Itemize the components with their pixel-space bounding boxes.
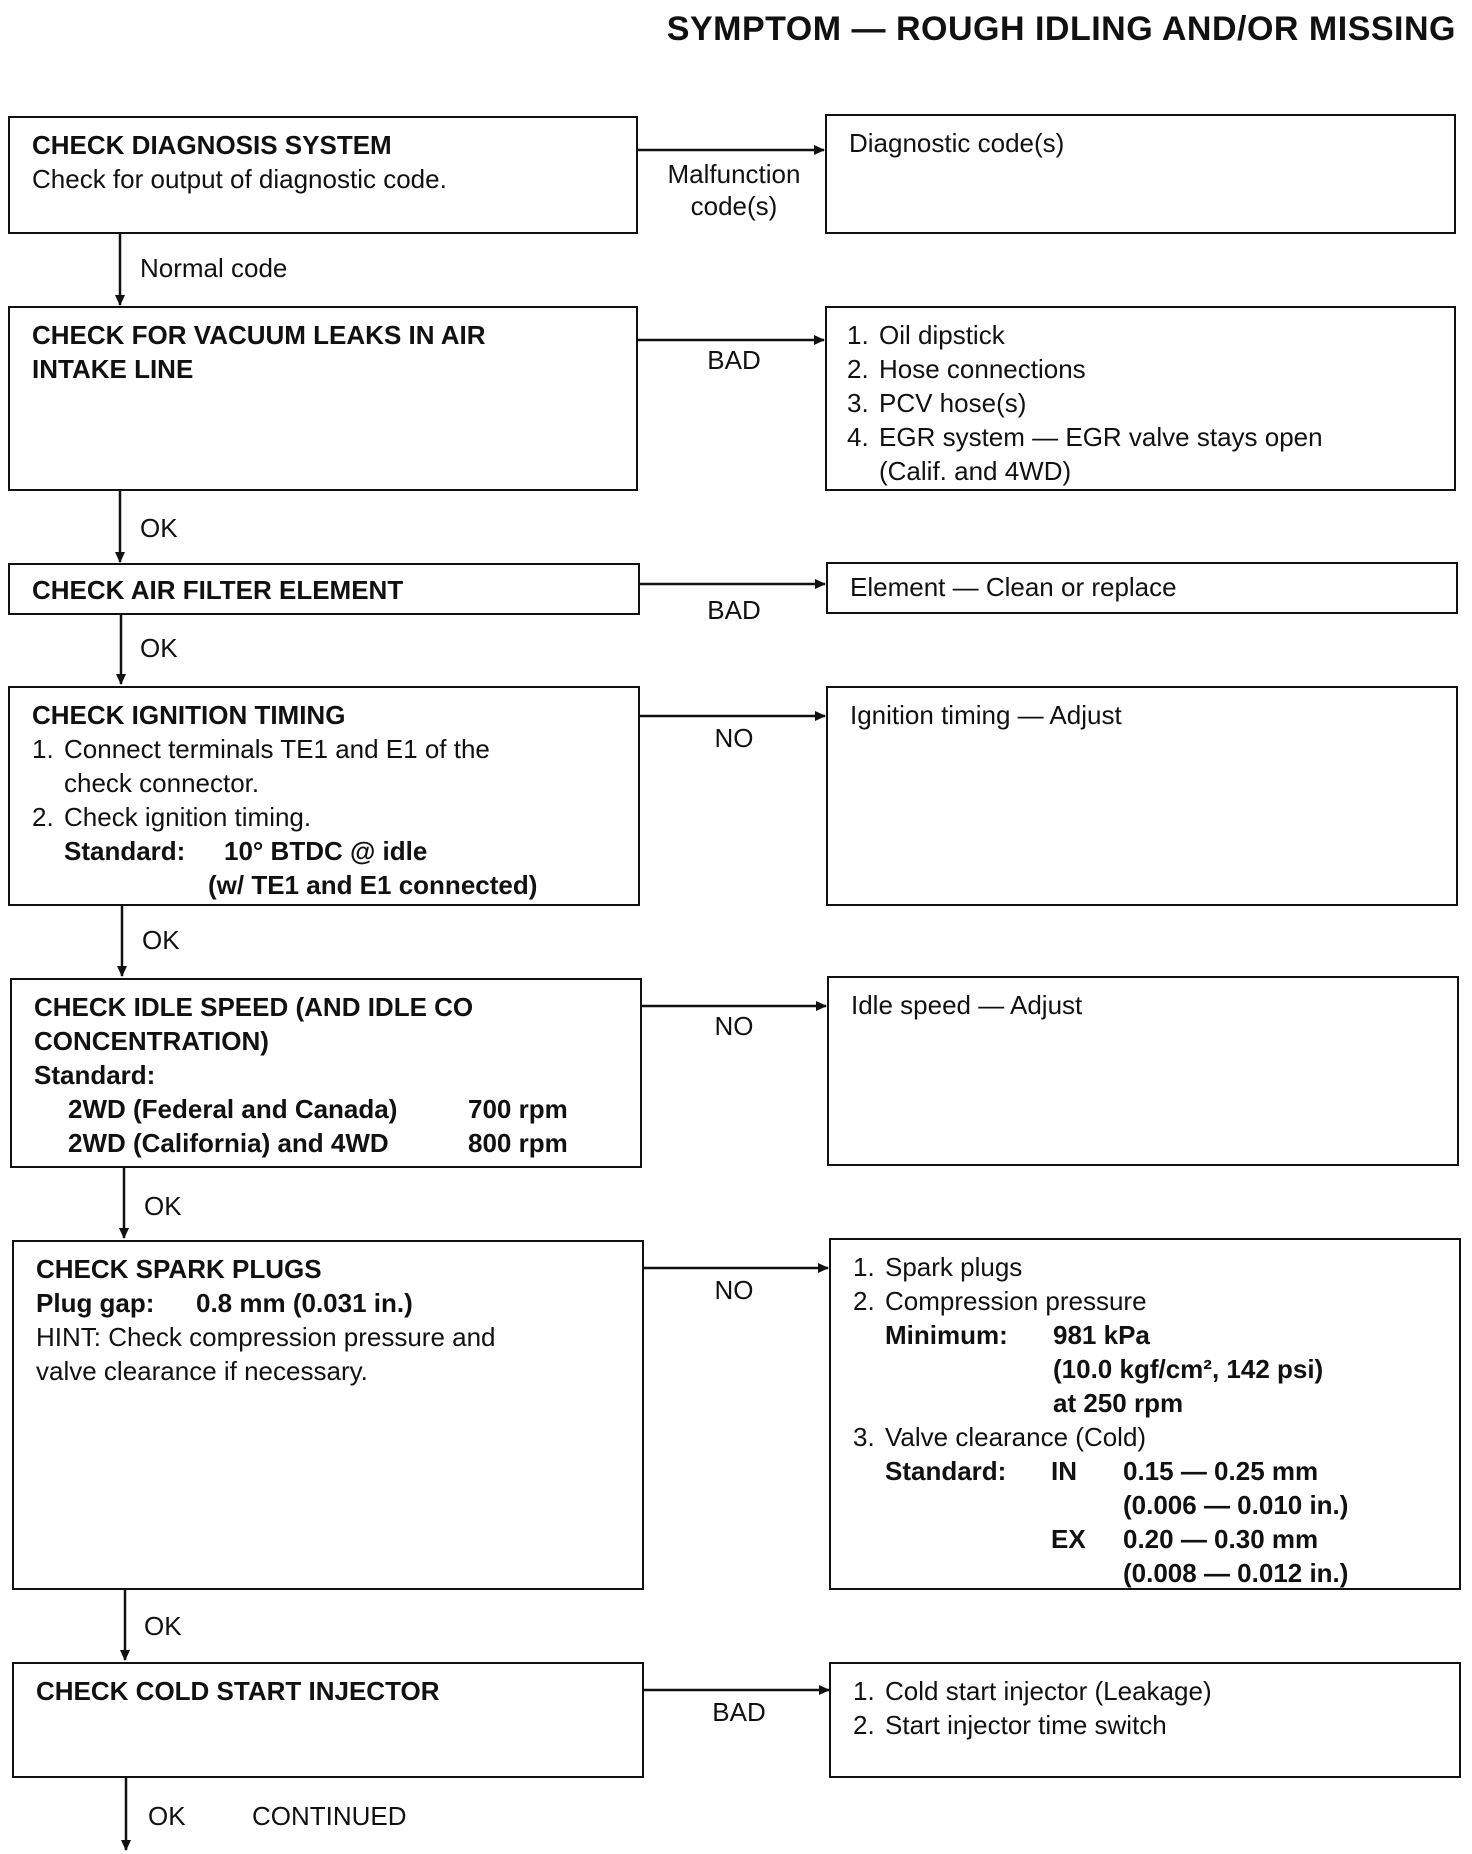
down-label: OK <box>140 513 178 543</box>
step-text: Connect terminals TE1 and E1 of the <box>64 734 490 764</box>
exhaust-value: 0.20 — 0.30 mm <box>1123 1524 1319 1554</box>
item-number: 3. <box>847 388 869 418</box>
hint-text: HINT: Check compression pressure and <box>36 1322 496 1352</box>
plug-gap-value: 0.8 mm (0.031 in.) <box>196 1288 413 1318</box>
result-item <box>853 1284 1437 1318</box>
result-item <box>853 1708 1437 1742</box>
minimum-value: (10.0 kgf/cm², 142 psi) <box>1053 1354 1324 1384</box>
result-text: Start injector time switch <box>885 1710 1167 1740</box>
result-text: PCV hose(s) <box>879 388 1027 418</box>
standard-note: (w/ TE1 and E1 connected) <box>208 870 538 900</box>
result-text: Spark plugs <box>885 1252 1023 1282</box>
branch-label-line: Malfunction <box>667 159 801 189</box>
standard-label: Standard: <box>34 1060 156 1090</box>
branch-label: NO <box>714 1275 754 1305</box>
item-number: 1. <box>32 734 54 764</box>
step-item <box>32 732 616 766</box>
result-text: EGR system — EGR valve stays open <box>879 422 1323 452</box>
check-spark-plugs-box <box>12 1240 644 1590</box>
minimum-label: Minimum: <box>885 1320 1008 1350</box>
ignition-timing-result-box <box>826 686 1458 906</box>
item-number: 2. <box>853 1286 875 1316</box>
step-item <box>32 800 616 834</box>
result-text: (Calif. and 4WD) <box>879 456 1072 486</box>
step-heading: CHECK FOR VACUUM LEAKS IN AIR <box>32 320 486 350</box>
step-text: check connector. <box>64 768 260 798</box>
result-text: Diagnostic code(s) <box>849 128 1065 158</box>
idle-row <box>34 1126 618 1160</box>
vacuum-leak-results-box <box>825 306 1456 491</box>
standard-label: Standard: <box>64 836 186 866</box>
result-text: Oil dipstick <box>879 320 1005 350</box>
result-item <box>847 352 1432 386</box>
result-item <box>853 1420 1437 1454</box>
check-vacuum-leaks-box <box>8 306 638 491</box>
check-idle-speed-box <box>10 978 642 1168</box>
item-number: 1. <box>853 1252 875 1282</box>
step-heading: CHECK COLD START INJECTOR <box>36 1676 440 1706</box>
result-text: Cold start injector (Leakage) <box>885 1676 1212 1706</box>
result-item <box>853 1250 1437 1284</box>
down-label: OK <box>144 1191 182 1221</box>
result-text: Ignition timing — Adjust <box>850 700 1122 730</box>
result-item <box>853 1674 1437 1708</box>
idle-value: 700 rpm <box>468 1094 568 1124</box>
idle-value: 800 rpm <box>468 1128 568 1158</box>
check-air-filter-box <box>8 563 640 615</box>
exhaust-value: (0.008 — 0.012 in.) <box>1123 1558 1349 1588</box>
idle-condition: 2WD (California) and 4WD <box>68 1128 389 1158</box>
step-text: Check ignition timing. <box>64 802 312 832</box>
down-label: OK <box>142 925 180 955</box>
branch-label <box>650 158 818 222</box>
item-number: 4. <box>847 422 869 452</box>
item-number: 1. <box>847 320 869 350</box>
standard-label: Standard: <box>885 1456 1007 1486</box>
idle-row <box>34 1092 618 1126</box>
idle-condition: 2WD (Federal and Canada) <box>68 1094 398 1124</box>
step-heading: CHECK IGNITION TIMING <box>32 700 346 730</box>
plug-gap-row <box>36 1286 620 1320</box>
branch-label: BAD <box>712 1697 766 1727</box>
result-text: Element — Clean or replace <box>850 572 1177 602</box>
down-label: OK <box>144 1611 182 1641</box>
result-item <box>847 386 1432 420</box>
minimum-row <box>853 1318 1437 1352</box>
item-number: 2. <box>32 802 54 832</box>
air-filter-result-box <box>826 562 1458 614</box>
result-text: Valve clearance (Cold) <box>885 1422 1147 1452</box>
minimum-value: at 250 rpm <box>1053 1388 1184 1418</box>
clearance-row <box>853 1522 1437 1556</box>
item-number: 2. <box>847 354 869 384</box>
cold-start-results-box <box>829 1662 1461 1778</box>
check-ignition-timing-box <box>8 686 640 906</box>
continued-label: CONTINUED <box>252 1801 407 1831</box>
down-label: Normal code <box>140 253 288 283</box>
step-heading: CHECK IDLE SPEED (AND IDLE CO <box>34 992 474 1022</box>
spark-plugs-results-box <box>829 1238 1461 1590</box>
result-item <box>847 318 1432 352</box>
intake-label: IN <box>1051 1456 1077 1486</box>
step-heading: CONCENTRATION) <box>34 1026 269 1056</box>
item-number: 1. <box>853 1676 875 1706</box>
exhaust-label: EX <box>1051 1524 1086 1554</box>
down-label: OK <box>140 633 178 663</box>
result-item <box>847 420 1432 454</box>
branch-label: BAD <box>707 595 761 625</box>
standard-value: 10° BTDC @ idle <box>224 836 428 866</box>
hint-text: valve clearance if necessary. <box>36 1356 368 1386</box>
check-diagnosis-system-box <box>8 116 638 234</box>
standard-row <box>32 834 616 868</box>
diagnostic-codes-result-box <box>825 114 1456 234</box>
step-heading: INTAKE LINE <box>32 354 194 384</box>
branch-label: NO <box>714 723 754 753</box>
minimum-value: 981 kPa <box>1053 1320 1150 1350</box>
item-number: 2. <box>853 1710 875 1740</box>
intake-value: (0.006 — 0.010 in.) <box>1123 1490 1349 1520</box>
result-text: Hose connections <box>879 354 1086 384</box>
check-cold-start-injector-box <box>12 1662 644 1778</box>
idle-speed-result-box <box>827 976 1459 1166</box>
branch-label: NO <box>714 1011 754 1041</box>
step-heading: CHECK SPARK PLUGS <box>36 1254 322 1284</box>
page-title: SYMPTOM — ROUGH IDLING AND/OR MISSING <box>666 10 1456 48</box>
branch-label-line: code(s) <box>690 191 778 221</box>
step-text: Check for output of diagnostic code. <box>32 164 447 194</box>
clearance-row <box>853 1454 1437 1488</box>
item-number: 3. <box>853 1422 875 1452</box>
branch-label: BAD <box>707 345 761 375</box>
step-heading: CHECK AIR FILTER ELEMENT <box>32 575 404 605</box>
result-text: Idle speed — Adjust <box>851 990 1083 1020</box>
step-heading: CHECK DIAGNOSIS SYSTEM <box>32 130 392 160</box>
intake-value: 0.15 — 0.25 mm <box>1123 1456 1319 1486</box>
plug-gap-label: Plug gap: <box>36 1288 155 1318</box>
down-label: OK <box>148 1801 186 1831</box>
result-text: Compression pressure <box>885 1286 1147 1316</box>
